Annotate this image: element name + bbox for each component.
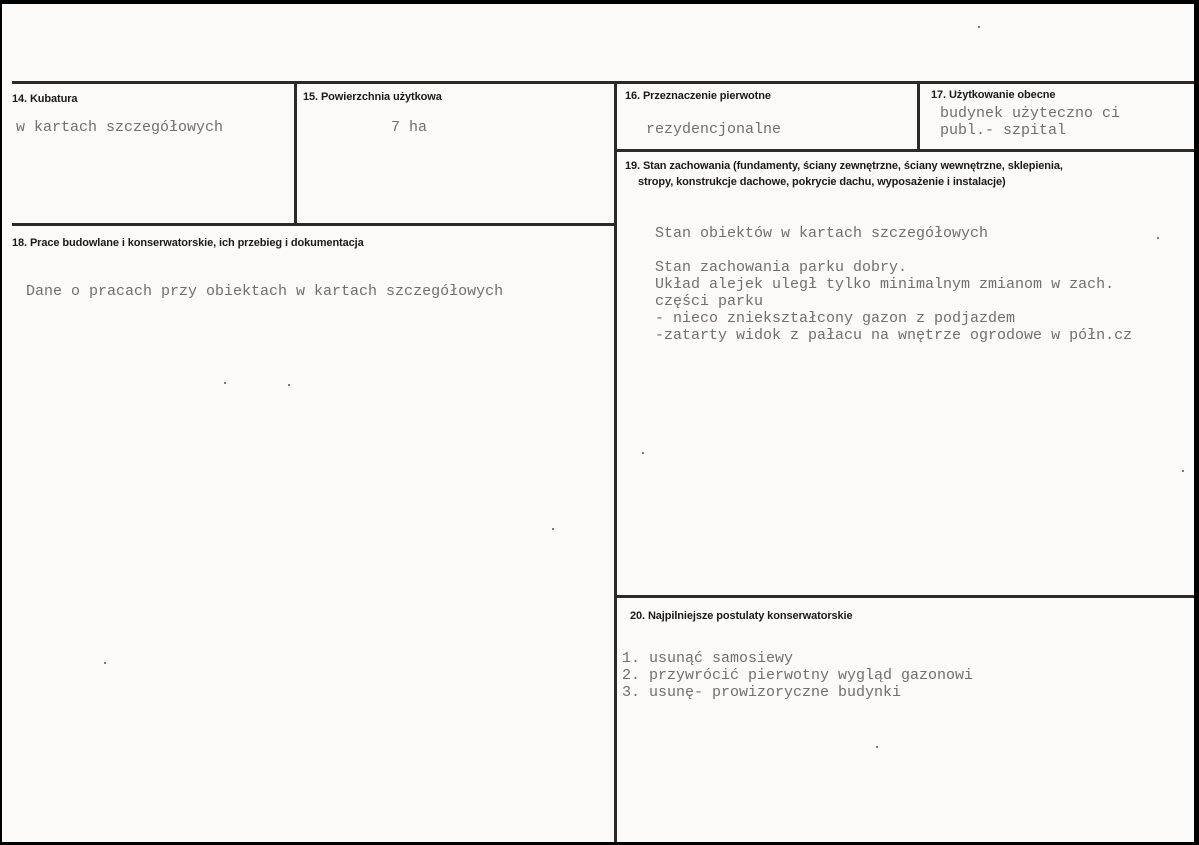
field-20-label: 20. Najpilniejsze postulaty konserwatorskie xyxy=(630,610,853,622)
paper-speck xyxy=(104,662,106,664)
divider-14-15 xyxy=(294,81,297,226)
rule-under-14-15 xyxy=(12,223,617,226)
field-17-line-1: budynek użyteczno ci xyxy=(940,105,1121,122)
paper-speck xyxy=(642,452,644,454)
field-20-line-2: 2. przywrócić pierwotny wygląd gazonowi xyxy=(622,667,974,684)
divider-main xyxy=(614,81,617,842)
field-19-line-3: Układ alejek uległ tylko minimalnym zmianom w zach. xyxy=(655,276,1115,293)
divider-16-17 xyxy=(917,81,920,151)
field-16-value: rezydencjonalne xyxy=(646,121,782,138)
rule-under-16-17 xyxy=(614,149,1194,152)
field-17-label: 17. Użytkowanie obecne xyxy=(931,89,1056,101)
field-15-label: 15. Powierzchnia użytkowa xyxy=(303,91,442,103)
field-19-line-1: Stan obiektów w kartach szczegółowych xyxy=(655,225,989,242)
field-19-line-6: -zatarty widok z pałacu na wnętrze ogrodowe w półn.cz xyxy=(655,327,1133,344)
field-19-line-5: - nieco zniekształcony gazon z podjazdem xyxy=(655,310,1016,327)
paper-speck xyxy=(978,26,980,28)
field-20-line-3: 3. usunę- prowizoryczne budynki xyxy=(622,684,902,701)
field-19-label-line-2: stropy, konstrukcje dachowe, pokrycie dachu, wyposażenie i instalacje) xyxy=(638,176,1006,188)
field-14-label: 14. Kubatura xyxy=(12,93,78,105)
field-15-value: 7 ha xyxy=(391,119,428,136)
field-19-line-2: Stan zachowania parku dobry. xyxy=(655,259,908,276)
paper-speck xyxy=(552,528,554,530)
field-14-value: w kartach szczegółowych xyxy=(16,119,224,136)
field-20-line-1: 1. usunąć samosiewy xyxy=(622,650,794,667)
field-18-label: 18. Prace budowlane i konserwatorskie, ich przebieg i dokumentacja xyxy=(12,237,364,249)
paper-speck xyxy=(876,746,878,748)
field-19-line-4: części parku xyxy=(655,293,764,310)
paper-speck xyxy=(224,382,226,384)
top-rule xyxy=(12,81,1194,84)
field-19-label-line-1: 19. Stan zachowania (fundamenty, ściany zewnętrzne, ściany wewnętrzne, sklepienia, xyxy=(625,160,1063,172)
paper-speck xyxy=(1182,470,1184,472)
field-16-label: 16. Przeznaczenie pierwotne xyxy=(625,90,771,102)
paper-speck xyxy=(288,384,290,386)
paper-speck xyxy=(1157,237,1159,239)
field-17-line-2: publ.- szpital xyxy=(940,122,1067,139)
rule-above-20 xyxy=(614,595,1194,598)
field-18-value: Dane o pracach przy obiektach w kartach szczegółowych xyxy=(26,283,504,300)
form-sheet xyxy=(2,4,1194,842)
